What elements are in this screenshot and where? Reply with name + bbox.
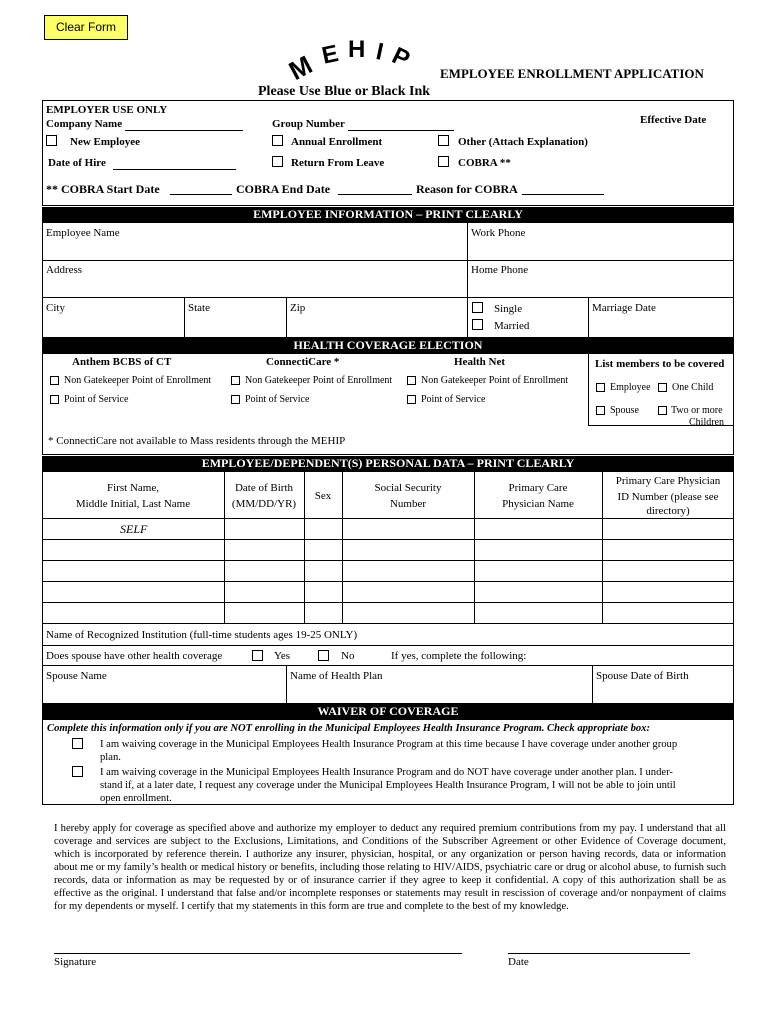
other-label: Other (Attach Explanation) <box>458 136 588 148</box>
healthnet-heading: Health Net <box>454 356 506 368</box>
connecticare-pos-label: Point of Service <box>245 394 310 405</box>
if-yes-label: If yes, complete the following: <box>391 650 527 662</box>
healthnet-ngk-checkbox[interactable] <box>407 376 416 385</box>
connecticare-ngk-checkbox[interactable] <box>231 376 240 385</box>
anthem-pos-checkbox[interactable] <box>50 395 59 404</box>
reason-cobra-label: Reason for COBRA <box>416 182 518 196</box>
healthnet-pos-label: Point of Service <box>421 394 486 405</box>
cobra-start-label: ** COBRA Start Date <box>46 182 160 196</box>
member-spouse-label: Spouse <box>610 405 639 416</box>
member-spouse-checkbox[interactable] <box>596 406 605 415</box>
single-label: Single <box>494 303 523 315</box>
state-label: State <box>188 302 210 314</box>
spouse-coverage-no-checkbox[interactable] <box>318 650 329 661</box>
healthnet-pos-checkbox[interactable] <box>407 395 416 404</box>
mehip-logo <box>282 36 432 86</box>
member-two-children-label-2: Children <box>689 417 724 428</box>
row-divider <box>42 539 734 540</box>
connecticare-note: * ConnectiCare not available to Mass residents through the MEHIP <box>48 435 346 447</box>
institution-label: Name of Recognized Institution (full-time students ages 19-25 ONLY) <box>46 629 358 641</box>
annual-enrollment-label: Annual Enrollment <box>291 136 383 148</box>
company-name-input[interactable] <box>125 117 243 131</box>
date-line <box>508 953 690 954</box>
spouse-name-label: Spouse Name <box>46 670 107 682</box>
reason-cobra-input[interactable] <box>522 181 604 195</box>
anthem-ngk-checkbox[interactable] <box>50 376 59 385</box>
spouse-other-coverage-label: Does spouse have other health coverage <box>46 650 223 662</box>
zip-input[interactable] <box>290 318 462 334</box>
waiver-option-1-line-1: I am waiving coverage in the Municipal Employees Health Insurance Program at this time because I have coverage under another group <box>100 739 678 750</box>
zip-label: Zip <box>290 302 306 314</box>
col-divider <box>588 297 589 338</box>
spouse-coverage-no-label: No <box>341 650 355 662</box>
employee-info-header: EMPLOYEE INFORMATION – PRINT CLEARLY <box>42 207 734 222</box>
health-coverage-header: HEALTH COVERAGE ELECTION <box>42 338 734 353</box>
date-of-hire-line <box>113 169 236 170</box>
annual-enrollment-checkbox[interactable] <box>272 135 283 146</box>
connecticare-ngk-label: Non Gatekeeper Point of Enrollment <box>245 375 393 386</box>
signature-label: Signature <box>54 956 97 968</box>
waiver-option-1-checkbox[interactable] <box>72 738 83 749</box>
waiver-header: WAIVER OF COVERAGE <box>42 704 734 719</box>
state-input[interactable] <box>188 318 282 334</box>
date-input[interactable] <box>508 936 690 952</box>
return-from-leave-label: Return From Leave <box>291 157 385 169</box>
signature-line <box>54 953 462 954</box>
waiver-intro: Complete this information only if you are NOT enrolling in the Municipal Employees Health Insurance Program. Check appropriate box: <box>47 723 651 734</box>
col-divider <box>592 666 593 704</box>
clear-form-button[interactable]: Clear Form <box>44 15 128 40</box>
group-number-input[interactable] <box>348 117 454 131</box>
logo-letter-p: P <box>387 42 414 74</box>
logo-letter-m: M <box>283 49 318 86</box>
row-divider <box>42 560 734 561</box>
col-pcp-header-2: Physician Name <box>502 498 574 510</box>
cobra-end-label: COBRA End Date <box>236 182 331 196</box>
date-of-hire-label: Date of Hire <box>48 157 106 169</box>
single-checkbox[interactable] <box>472 302 483 313</box>
col-dob-header-2: (MM/DD/YR) <box>231 498 297 510</box>
self-row-label: SELF <box>120 522 148 536</box>
address-label: Address <box>46 264 83 276</box>
col-pcp-id-header-3: directory) <box>646 505 690 517</box>
logo-letter-h: H <box>348 36 366 63</box>
row-divider <box>42 260 734 261</box>
member-employee-checkbox[interactable] <box>596 383 605 392</box>
new-employee-label: New Employee <box>70 136 140 148</box>
col-pcp-id-header-2: ID Number (please see <box>617 491 719 503</box>
work-phone-input[interactable] <box>471 241 729 257</box>
col-sex-header: Sex <box>314 490 332 502</box>
effective-date-label: Effective Date <box>640 114 707 126</box>
col-divider <box>588 353 589 425</box>
group-number-line <box>348 130 454 131</box>
connecticare-heading: ConnectiCare * <box>266 356 340 368</box>
list-members-heading: List members to be covered <box>595 358 725 370</box>
member-one-child-checkbox[interactable] <box>658 383 667 392</box>
company-name-line <box>125 130 243 131</box>
cobra-start-line <box>170 194 232 195</box>
row-divider <box>42 297 734 298</box>
waiver-option-2-line-1: I am waiving coverage in the Municipal Employees Health Insurance Program and do NOT have coverage under another plan. I under- <box>100 767 673 778</box>
col-pcp-header: Primary Care <box>508 482 568 494</box>
application-title: EMPLOYEE ENROLLMENT APPLICATION <box>440 66 704 81</box>
col-divider <box>467 222 468 338</box>
reason-cobra-line <box>522 194 604 195</box>
cobra-start-input[interactable] <box>170 181 232 195</box>
work-phone-label: Work Phone <box>471 227 526 239</box>
address-input[interactable] <box>46 278 462 294</box>
cobra-end-line <box>338 194 412 195</box>
anthem-ngk-label: Non Gatekeeper Point of Enrollment <box>64 375 212 386</box>
married-checkbox[interactable] <box>472 319 483 330</box>
anthem-heading: Anthem BCBS of CT <box>72 356 172 368</box>
col-pcp-id-header: Primary Care Physician <box>615 475 721 487</box>
connecticare-pos-checkbox[interactable] <box>231 395 240 404</box>
member-one-child-label: One Child <box>672 382 714 393</box>
cobra-checkbox[interactable] <box>438 156 449 167</box>
member-two-children-checkbox[interactable] <box>658 406 667 415</box>
row-divider <box>42 581 734 582</box>
col-dob-header: Date of Birth <box>234 482 294 494</box>
health-plan-label: Name of Health Plan <box>290 670 383 682</box>
spouse-dob-label: Spouse Date of Birth <box>596 670 689 682</box>
logo-letter-i: I <box>373 38 386 66</box>
logo-letter-e: E <box>319 40 341 70</box>
date-of-hire-input[interactable] <box>113 156 236 170</box>
home-phone-input[interactable] <box>471 278 729 294</box>
employee-name-label: Employee Name <box>46 227 120 239</box>
member-employee-label: Employee <box>610 382 651 393</box>
city-label: City <box>46 302 65 314</box>
married-label: Married <box>494 320 530 332</box>
cobra-end-input[interactable] <box>338 181 412 195</box>
waiver-option-1-line-2: plan. <box>100 752 121 763</box>
col-name-header-2: Middle Initial, Last Name <box>75 498 191 510</box>
home-phone-label: Home Phone <box>471 264 529 276</box>
city-input[interactable] <box>46 318 180 334</box>
col-divider <box>286 666 287 704</box>
signature-input[interactable] <box>54 936 462 952</box>
spouse-coverage-yes-label: Yes <box>274 650 291 662</box>
group-number-label: Group Number <box>272 118 345 130</box>
waiver-option-2-checkbox[interactable] <box>72 766 83 777</box>
other-checkbox[interactable] <box>438 135 449 146</box>
col-divider <box>286 297 287 338</box>
healthnet-ngk-label: Non Gatekeeper Point of Enrollment <box>421 375 569 386</box>
ink-instruction: Please Use Blue or Black Ink <box>258 84 431 99</box>
col-ssn-header: Social Security <box>374 482 442 494</box>
member-two-children-label: Two or more <box>671 405 723 416</box>
cobra-label: COBRA ** <box>458 157 511 169</box>
company-name-label: Company Name <box>46 118 123 130</box>
col-name-header: First Name, <box>107 482 159 494</box>
employer-use-heading: EMPLOYER USE ONLY <box>46 104 168 116</box>
authorization-statement: I hereby apply for coverage as specified above and authorize my employer to deduct any required premium contributions from my pay. I understand that all coverage and services are subject to the Exclusions, Limitations, and Conditions of the Subscriber Agreement or other Evidence of Coverage document, which is incorporated by reference therein. I authorize any insurer, physician, hospital, or any organization or person having records, data or information about me or my family’s health or medical history or benefits, including those relating to HIV/AIDS, psychiatric care or drug or alcohol abuse, to furnish such records, data or information as may be requested by or of insurance carrier if they agree to keep it confidential. A copy of this authorization shall be as effective as the original. I understand that false and/or incomplete responses or statements may result in rescission of coverage and/or nonpayment of claims for my dependents or myself. I certify that my statements in this form are true and complete to the best of my knowledge. <box>54 823 726 912</box>
waiver-option-2-line-2: stand if, at a later date, I request any coverage under the Municipal Employees Health Insurance Program, I will not be able to join until <box>100 780 676 791</box>
row-divider <box>42 518 734 519</box>
col-divider <box>184 297 185 338</box>
spouse-coverage-yes-checkbox[interactable] <box>252 650 263 661</box>
row-divider <box>42 602 734 603</box>
new-employee-checkbox[interactable] <box>46 135 57 146</box>
dependents-header: EMPLOYEE/DEPENDENT(S) PERSONAL DATA – PRINT CLEARLY <box>42 456 734 471</box>
anthem-pos-label: Point of Service <box>64 394 129 405</box>
marriage-date-label: Marriage Date <box>592 302 656 314</box>
col-ssn-header-2: Number <box>389 498 427 510</box>
date-label: Date <box>508 956 529 968</box>
return-from-leave-checkbox[interactable] <box>272 156 283 167</box>
waiver-option-2-line-3: open enrollment. <box>100 793 172 804</box>
employee-name-input[interactable] <box>46 241 462 257</box>
